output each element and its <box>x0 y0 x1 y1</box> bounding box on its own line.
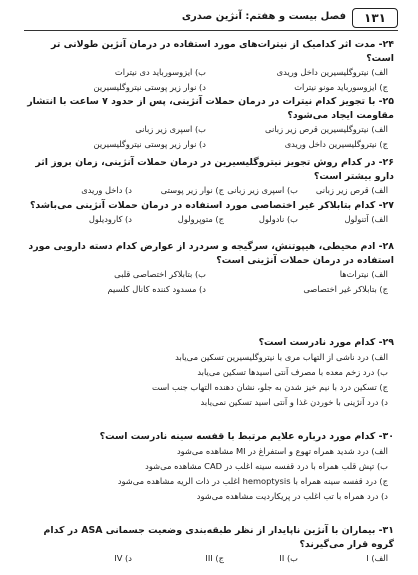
question-26 <box>26 156 394 199</box>
option-a: الف) I <box>366 553 388 563</box>
question-28 <box>26 240 394 298</box>
options-row <box>26 268 394 283</box>
option-d: د) IV <box>114 553 132 563</box>
option-a: الف) قرص زیر زبانی <box>315 185 388 195</box>
options-list <box>26 444 394 504</box>
question-stem: ۲۹- کدام مورد نادرست است؟ <box>258 337 394 348</box>
question-stem: ۳۰- کدام مورد درباره علایم مرتبط با قفسه سینه نادرست است؟ <box>99 431 394 442</box>
question-stem: ۳۱- بیماران با آنژین ناپایدار از نظر طبقه‌بندی وضعیت جسمانی ASA در کدام گروه قرار می‌گیرند؟ <box>43 525 394 550</box>
question-30 <box>26 430 394 504</box>
option-c: ج) III <box>205 553 224 563</box>
question-29 <box>26 336 394 410</box>
option-a: الف) نیترات‌ها <box>339 269 388 279</box>
options-row <box>26 184 394 199</box>
option-b: ب) تپش قلب همراه با درد قفسه سینه اغلب در CAD مشاهده می‌شود <box>145 461 388 471</box>
option-b: ب) اسپری زیر زبانی <box>227 185 298 195</box>
question-stem: ۲۵- با تجویز کدام نیترات در درمان حملات آنژینی، پس از حدود ۷ ساعت با انتشار مقاومت ایجاد می‌شود؟ <box>27 96 394 121</box>
option-b: ب) بتابلاکر اختصاصی قلبی <box>114 269 206 279</box>
option-d: د) درد آنژینی با خوردن غذا و آنتی اسید تسکین نمی‌یابد <box>200 397 388 407</box>
option-d: د) درد همراه با تب اغلب در پریکاردیت مشاهده می‌شود <box>196 491 388 501</box>
option-b: ب) درد زخم معده با مصرف آنتی اسیدها تسکین می‌یابد <box>197 367 388 377</box>
option-a: الف) درد شدید همراه تهوع و استفراغ در MI مشاهده می‌شود <box>176 446 388 456</box>
option-d: د) کارودیلول <box>88 214 132 224</box>
option-c: ج) بتابلاکر غیر اختصاصی <box>303 284 388 294</box>
option-d: د) داخل وریدی <box>81 185 132 195</box>
question-stem: ۲۴- مدت اثر کدامیک از نیترات‌های مورد استفاده در درمان آنژین طولانی تر است؟ <box>51 39 394 64</box>
question-stem: ۲۸- ادم محیطی، هیپوتنش، سرگیجه و سردرد از عوارض کدام دسته دارویی مورد استفاده در درمان حملات آنژینی است؟ <box>28 241 394 266</box>
page-number: ۱۳۱ <box>352 8 398 28</box>
options-row <box>26 66 394 81</box>
header-divider <box>24 30 398 31</box>
options-row <box>26 81 394 96</box>
option-c: ج) ایزوسورباید مونو نیترات <box>294 82 388 92</box>
option-b: ب) اسپری زیر زبانی <box>135 124 206 134</box>
options-row <box>26 123 394 138</box>
option-d: د) نوار زیر پوستی نیتروگلیسیرین <box>93 82 206 92</box>
option-a: الف) آتنولول <box>344 214 388 224</box>
options-row <box>26 552 394 567</box>
page-header <box>24 8 398 28</box>
question-25 <box>26 95 394 153</box>
option-b: ب) II <box>279 553 298 563</box>
option-d: د) مسدود کننده کانال کلسیم <box>107 284 206 294</box>
options-list <box>26 350 394 410</box>
option-b: ب) نادولول <box>258 214 298 224</box>
option-c: ج) تسکین درد با نیم خیز شدن به جلو، نشان دهنده التهاب جنب است <box>151 382 388 392</box>
question-31 <box>26 524 394 567</box>
option-c: ج) درد قفسه سینه همراه با hemoptysis اغلب در ذات الریه مشاهده می‌شود <box>117 476 388 486</box>
options-row <box>26 213 394 228</box>
options-row <box>26 283 394 298</box>
chapter-title: فصل بیست و هفتم: آنژین صدری <box>181 11 346 22</box>
option-a: الف) نیتروگلیسیرین داخل وریدی <box>276 67 388 77</box>
options-row <box>26 138 394 153</box>
option-a: الف) نیتروگلیسیرین قرص زیر زبانی <box>265 124 388 134</box>
option-c: ج) نیتروگلیسیرین داخل وریدی <box>284 139 388 149</box>
question-27 <box>26 199 394 228</box>
question-stem: ۲۶- در کدام روش تجویز نیتروگلیسیرین در درمان حملات آنژینی، زمان بروز اثر دارو بیشتر است؟ <box>35 157 394 182</box>
question-24 <box>26 38 394 96</box>
option-c: ج) نوار زیر پوستی <box>160 185 224 195</box>
option-a: الف) درد ناشی از التهاب مری با نیتروگلیسیرین تسکین می‌یابد <box>175 352 388 362</box>
option-d: د) نوار زیر پوستی نیتروگلیسیرین <box>93 139 206 149</box>
option-c: ج) متوپرولول <box>177 214 224 224</box>
option-b: ب) ایزوسورباید دی نیترات <box>114 67 206 77</box>
question-stem: ۲۷- کدام بتابلاکر غیر اختصاصی مورد استفاده در درمان حملات آنژینی می‌باشد؟ <box>29 200 394 211</box>
